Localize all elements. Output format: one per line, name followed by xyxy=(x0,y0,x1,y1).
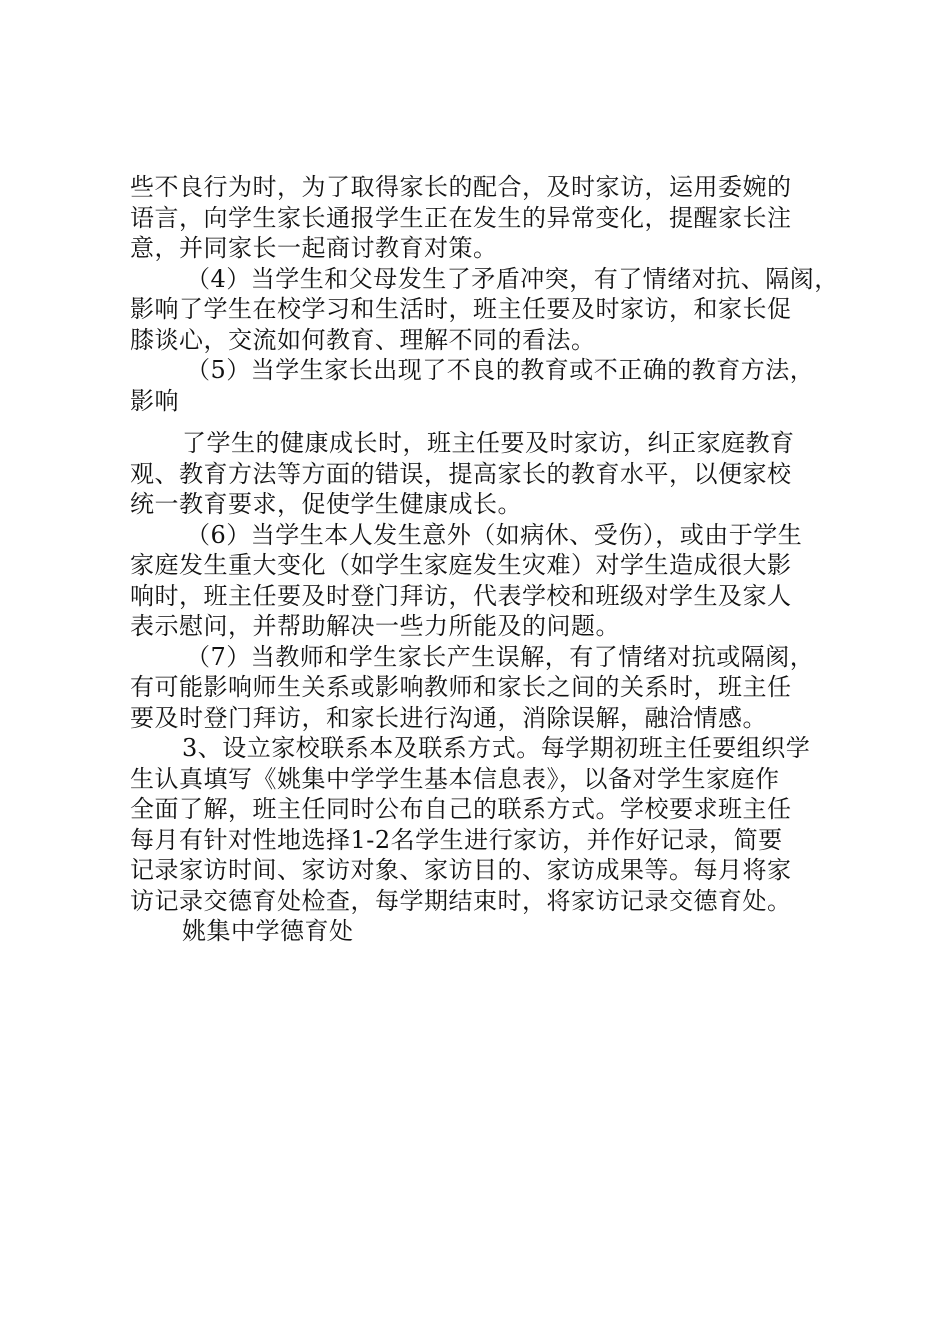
text-line: 些不良行为时，为了取得家长的配合，及时家访，运用委婉的 xyxy=(130,173,792,201)
text-line: 语言，向学生家长通报学生正在发生的异常变化，提醒家长注 xyxy=(130,203,792,232)
text-line: 观、教育方法等方面的错误，提高家长的教育水平，以便家校 xyxy=(130,459,792,488)
text-line: 记录家访时间、家访对象、家访目的、家访成果等。每月将家 xyxy=(130,856,792,884)
text-line: 响时，班主任要及时登门拜访，代表学校和班级对学生及家人 xyxy=(130,581,792,610)
text-line: 要及时登门拜访，和家长进行沟通，消除误解，融洽情感。 xyxy=(130,703,767,732)
text-line: （4）当学生和父母发生了矛盾冲突，有了情绪对抗、隔阂， xyxy=(186,264,839,293)
text-line: （5）当学生家长出现了不良的教育或不正确的教育方法， xyxy=(186,356,815,384)
text-line: 表示慰问，并帮助解决一些力所能及的问题。 xyxy=(130,612,620,640)
text-line: 有可能影响师生关系或影响教师和家长之间的关系时，班主任 xyxy=(130,673,792,701)
document-body xyxy=(130,172,839,947)
text-line: 全面了解，班主任同时公布自己的联系方式。学校要求班主任 xyxy=(130,795,792,823)
text-line: （6）当学生本人发生意外（如病休、受伤），或由于学生 xyxy=(186,520,803,549)
text-line: 3、设立家校联系本及联系方式。每学期初班主任要组织学 xyxy=(182,734,811,762)
text-line: 访记录交德育处检查，每学期结束时，将家访记录交德育处。 xyxy=(130,886,792,915)
text-line: 统一教育要求，促使学生健康成长。 xyxy=(130,490,522,518)
text-line: 影响 xyxy=(130,386,179,415)
text-line: 膝谈心，交流如何教育、理解不同的看法。 xyxy=(130,325,596,354)
text-line: 每月有针对性地选择1-2名学生进行家访，并作好记录，简要 xyxy=(130,825,783,854)
signature-line: 姚集中学德育处 xyxy=(182,917,354,945)
text-line: 家庭发生重大变化（如学生家庭发生灾难）对学生造成很大影 xyxy=(130,551,792,579)
text-line: 了学生的健康成长时，班主任要及时家访，纠正家庭教育 xyxy=(182,429,795,457)
text-line: 影响了学生在校学习和生活时，班主任要及时家访，和家长促 xyxy=(130,295,792,323)
text-line: 生认真填写《姚集中学学生基本信息表》，以备对学生家庭作 xyxy=(130,764,780,793)
text-line: （7）当教师和学生家长产生误解，有了情绪对抗或隔阂， xyxy=(186,642,815,671)
text-line: 意，并同家长一起商讨教育对策。 xyxy=(130,234,498,262)
